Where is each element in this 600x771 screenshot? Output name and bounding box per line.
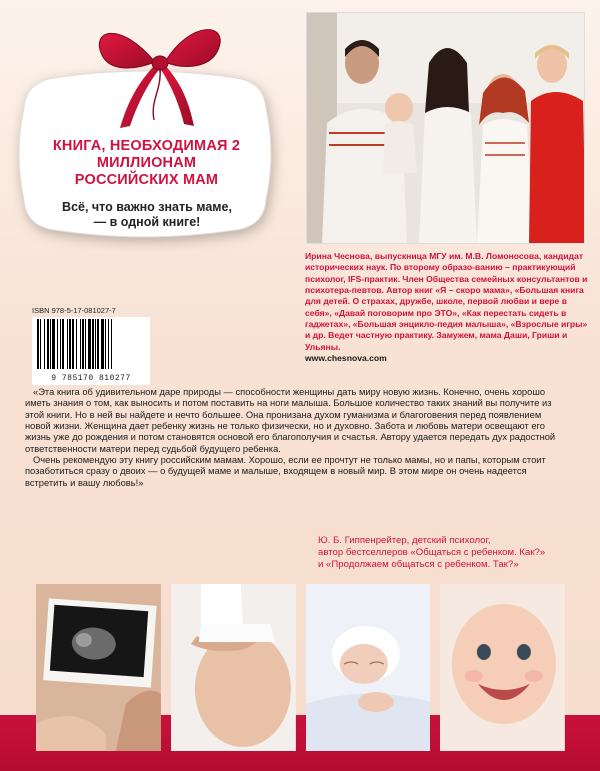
isbn-block — [32, 306, 152, 385]
barcode-bar — [47, 319, 49, 369]
ultrasound-photo — [36, 584, 161, 751]
review-quote — [25, 387, 565, 489]
barcode-bar — [37, 319, 39, 369]
barcode-bar — [97, 319, 99, 369]
barcode-bar — [101, 319, 104, 369]
family-photo — [306, 12, 585, 244]
author-website: www.chesnova.com — [305, 353, 387, 364]
sleeping-newborn-photo — [306, 584, 431, 751]
barcode-bar — [108, 319, 109, 369]
quote-author-line-1: Ю. Б. Гиппенрейтер, детский психолог, — [318, 535, 491, 546]
quote-paragraph-2: Очень рекомендую эту книгу российским мамам. Хорошо, если ее прочтут не только мамы, но и папы, которым стоит позаботиться сразу о двоих — о будущей маме и малыше, входящем в новый мир. В этом мире он очень надеется встретить и вашу любовь!» — [25, 455, 546, 488]
quote-author-line-3: и «Продолжаем общаться с ребенком. Так?» — [318, 559, 519, 570]
barcode-bar — [76, 319, 77, 369]
barcode-bar — [57, 319, 58, 369]
barcode-bar — [82, 319, 84, 369]
family-photo-image — [307, 13, 585, 244]
barcode-bar — [67, 319, 68, 369]
ribbon-bow-icon — [80, 0, 280, 130]
barcode-icon — [35, 319, 147, 369]
barcode-bar — [105, 319, 106, 369]
barcode-bar — [52, 319, 55, 369]
barcode-bar — [60, 319, 61, 369]
barcode-digits: 9 785170 810277 — [51, 374, 131, 383]
isbn-label: ISBN 978-5-17-081027-7 — [32, 306, 116, 315]
barcode-bar — [95, 319, 96, 369]
tag-title: КНИГА, НЕОБХОДИМАЯ 2 МИЛЛИОНАМ РОССИЙСКИХ МАМ — [52, 138, 241, 188]
quote-paragraph-1: «Эта книга об удивительном даре природы — способности женщины дать миру новую жизнь. Конечно, очень хорошо иметь знания о том, как выносить и потом поставить на ноги малыша. Большое количество таких знаний вы получите из этой книги. Но в ней вы найдете и нечто большее. Она пронизана духом гуманизма и благоговения перед появлением новой жизни. Женщина дает ребенку жизнь не только физически, но и духовно. Забота и любовь матери освещают его жизнь уже до рождения и потом становятся основой его благополучия и счастья. Автору удается передать дух радостной ответственности матери перед судьбой будущего ребенка. — [25, 387, 556, 454]
barcode-bar — [44, 319, 45, 369]
barcode-bar — [111, 319, 112, 369]
photo-strip — [36, 584, 565, 751]
tag-subtitle: Всё, что важно знать маме, — в одной книге! — [62, 200, 232, 229]
barcode-bar — [88, 319, 91, 369]
quote-author — [318, 535, 583, 571]
barcode — [32, 317, 150, 385]
author-bio-text: Ирина Чеснова, выпускница МГУ им. М.В. Ломоносова, кандидат исторических наук. По второму образо-ванию – практикующий психолог, IFS-практик. Член Общества семейных консультантов и психотера-певтов. Автор книг «Я – скоро мама», «Большая книга для детей. О страхах, дружбе, школе, первой любви и вере в себя», «Давай поговорим про ЭТО», «Как перестать сидеть в гаджетах», «Большая энцикло-педия малыша», «Взрослые игры» и др. Ведет частную практику. Замужем, мама Даши, Гриши и Ульяны. — [305, 251, 588, 352]
author-bio — [305, 251, 593, 364]
quote-author-line-2: автор бестселлеров «Общаться с ребенком. Как?» — [318, 547, 546, 558]
barcode-bar — [40, 319, 41, 369]
barcode-bar — [92, 319, 94, 369]
barcode-bar — [69, 319, 71, 369]
pregnant-belly-photo — [171, 584, 296, 751]
barcode-bar — [72, 319, 74, 369]
barcode-bar — [50, 319, 51, 369]
barcode-bar — [85, 319, 86, 369]
smiling-baby-photo — [440, 584, 565, 751]
barcode-bar — [80, 319, 81, 369]
barcode-bar — [62, 319, 64, 369]
